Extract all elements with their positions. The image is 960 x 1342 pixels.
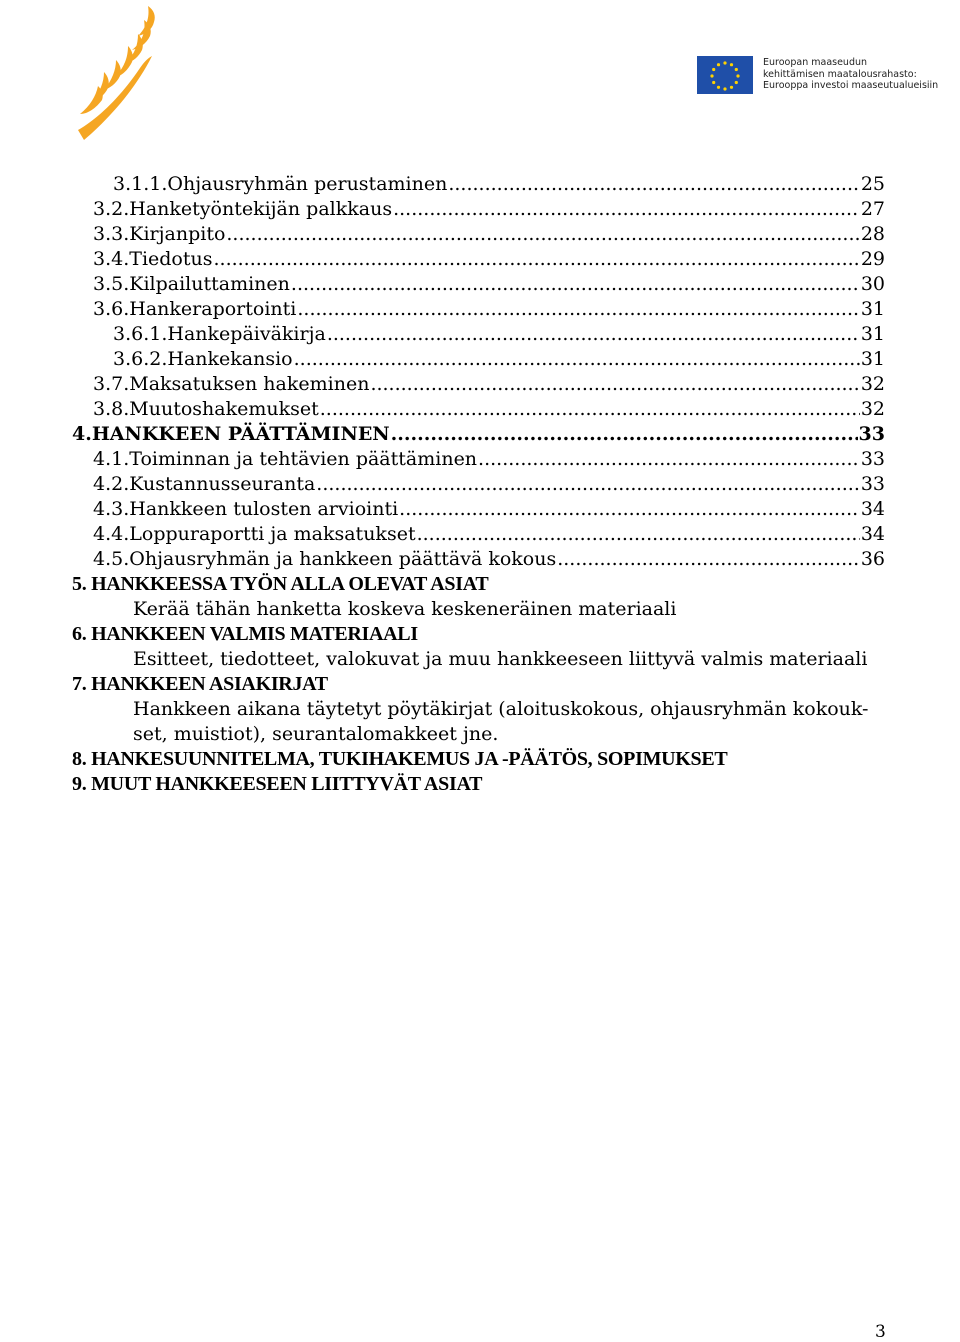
toc-entry-title: Maksatuksen hakeminen [129, 373, 370, 395]
toc-entry-title: HANKKEEN PÄÄTTÄMINEN [91, 423, 390, 445]
toc-entry[interactable] [93, 372, 885, 397]
toc-leader-dots [226, 222, 859, 247]
toc-entry-page: 36 [860, 548, 885, 570]
toc-entry-number: 4.1. [93, 448, 130, 470]
eu-funding-text [763, 57, 938, 92]
toc-entry-page: 28 [860, 223, 885, 245]
toc-entry-page: 30 [860, 273, 885, 295]
page-header [0, 0, 960, 145]
toc-leader-dots [417, 522, 860, 547]
toc-entry-number: 4.5. [93, 548, 130, 570]
section-heading-9: 9. MUUT HANKKEESEEN LIITTYVÄT ASIAT [72, 773, 483, 795]
toc-entry-number: 4.4. [93, 523, 130, 545]
toc-entry-title: Hanketyöntekijän palkkaus [129, 198, 393, 220]
toc-entry-title: Ohjausryhmän perustaminen [167, 173, 448, 195]
toc-entry-title: Hankeraportointi [129, 298, 297, 320]
toc-entry[interactable] [93, 247, 885, 272]
toc-entry-title: Tiedotus [129, 248, 213, 270]
eu-funding-block [697, 55, 947, 95]
toc-leader-dots [393, 197, 860, 222]
toc-entry-title: Hankepäiväkirja [167, 323, 326, 345]
toc-entry-number: 3.4. [93, 248, 130, 270]
toc-entry-page: 33 [860, 473, 885, 495]
toc-entry[interactable] [93, 297, 885, 322]
toc-leader-dots [448, 172, 859, 197]
toc-entry-title: Hankkeen tulosten arviointi [129, 498, 399, 520]
eu-text-line: kehittämisen maatalousrahasto: [763, 68, 917, 80]
toc-entry[interactable] [93, 522, 885, 547]
toc-entry[interactable] [93, 547, 885, 572]
toc-entry-title: Hankekansio [167, 348, 293, 370]
section-description: set, muistiot), seurantalomakkeet jne. [133, 723, 499, 745]
toc-entry-page: 33 [858, 423, 885, 445]
section-description: Kerää tähän hanketta koskeva keskeneräinen materiaali [133, 598, 677, 620]
toc-entry-title: Kilpailuttaminen [129, 273, 290, 295]
toc-entry-title: Toiminnan ja tehtävien päättäminen [129, 448, 478, 470]
eu-text-line: Euroopan maaseudun [763, 57, 868, 68]
toc-entry-page: 34 [860, 523, 885, 545]
section-heading-5: 5. HANKKEESSA TYÖN ALLA OLEVAT ASIAT [72, 573, 489, 595]
toc-entry-title: Kirjanpito [129, 223, 226, 245]
toc-entry-page: 33 [860, 448, 885, 470]
toc-entry-title: Muutoshakemukset [129, 398, 319, 420]
toc-entry-page: 31 [860, 298, 885, 320]
toc-entry-page: 32 [860, 398, 885, 420]
toc-entry-number: 3.2. [93, 198, 130, 220]
toc-entry-title: Ohjausryhmän ja hankkeen päättävä kokous [129, 548, 557, 570]
toc-leader-dots [316, 472, 860, 497]
toc-entry-page: 31 [860, 323, 885, 345]
toc-leader-dots [294, 347, 860, 372]
toc-entry[interactable] [113, 322, 885, 347]
toc-entry-number: 3.6.1. [113, 323, 168, 345]
toc-entry-number: 3.6. [93, 298, 130, 320]
toc-leader-dots [399, 497, 860, 522]
toc-entry-title: Kustannusseuranta [129, 473, 316, 495]
toc-entry-number: 4. [72, 423, 92, 445]
toc-entry-number: 3.3. [93, 223, 130, 245]
toc-entry[interactable] [93, 447, 885, 472]
toc-leader-dots [320, 397, 860, 422]
toc-entry[interactable] [93, 497, 885, 522]
toc-entry-number: 3.8. [93, 398, 130, 420]
toc-entry-page: 32 [860, 373, 885, 395]
toc-leader-dots [291, 272, 860, 297]
toc-leader-dots [370, 372, 859, 397]
toc-entry-number: 4.3. [93, 498, 130, 520]
toc-entry-number: 4.2. [93, 473, 130, 495]
toc-entry[interactable] [93, 272, 885, 297]
toc-entry-page: 31 [860, 348, 885, 370]
toc-entry-title: Loppuraportti ja maksatukset [129, 523, 416, 545]
toc-leader-dots [557, 547, 860, 572]
toc-entry-page: 34 [860, 498, 885, 520]
toc-leader-dots [297, 297, 859, 322]
toc-entry-number: 3.5. [93, 273, 130, 295]
toc-entry-number: 3.1.1. [113, 173, 168, 195]
toc-entry-page: 27 [860, 198, 885, 220]
toc-chapter-entry[interactable] [72, 422, 885, 447]
section-description: Esitteet, tiedotteet, valokuvat ja muu hankkeeseen liittyvä valmis materiaali [133, 648, 868, 670]
leader-logo-icon [74, 2, 164, 142]
eu-flag-icon [697, 56, 753, 94]
eu-text-line: Eurooppa investoi maaseutualueisiin [763, 80, 939, 91]
section-heading-7: 7. HANKKEEN ASIAKIRJAT [72, 673, 328, 695]
toc-entry[interactable] [93, 222, 885, 247]
toc-entry-number: 3.6.2. [113, 348, 168, 370]
section-description: Hankkeen aikana täytetyt pöytäkirjat (aloituskokous, ohjausryhmän kokouk- [133, 698, 869, 720]
toc-entry-page: 25 [860, 173, 885, 195]
toc-leader-dots [478, 447, 860, 472]
toc-entry-number: 3.7. [93, 373, 130, 395]
toc-leader-dots [213, 247, 859, 272]
toc-leader-dots [391, 422, 858, 447]
toc-entry[interactable] [93, 197, 885, 222]
toc-entry-page: 29 [860, 248, 885, 270]
toc-entry[interactable] [93, 397, 885, 422]
page-number: 3 [875, 1322, 886, 1342]
toc-entry[interactable] [93, 472, 885, 497]
section-heading-6: 6. HANKKEEN VALMIS MATERIAALI [72, 623, 418, 645]
toc-entry[interactable] [113, 172, 885, 197]
toc-leader-dots [327, 322, 860, 347]
toc-entry[interactable] [113, 347, 885, 372]
section-heading-8: 8. HANKESUUNNITELMA, TUKIHAKEMUS JA -PÄÄTÖS, SOPIMUKSET [72, 748, 728, 770]
